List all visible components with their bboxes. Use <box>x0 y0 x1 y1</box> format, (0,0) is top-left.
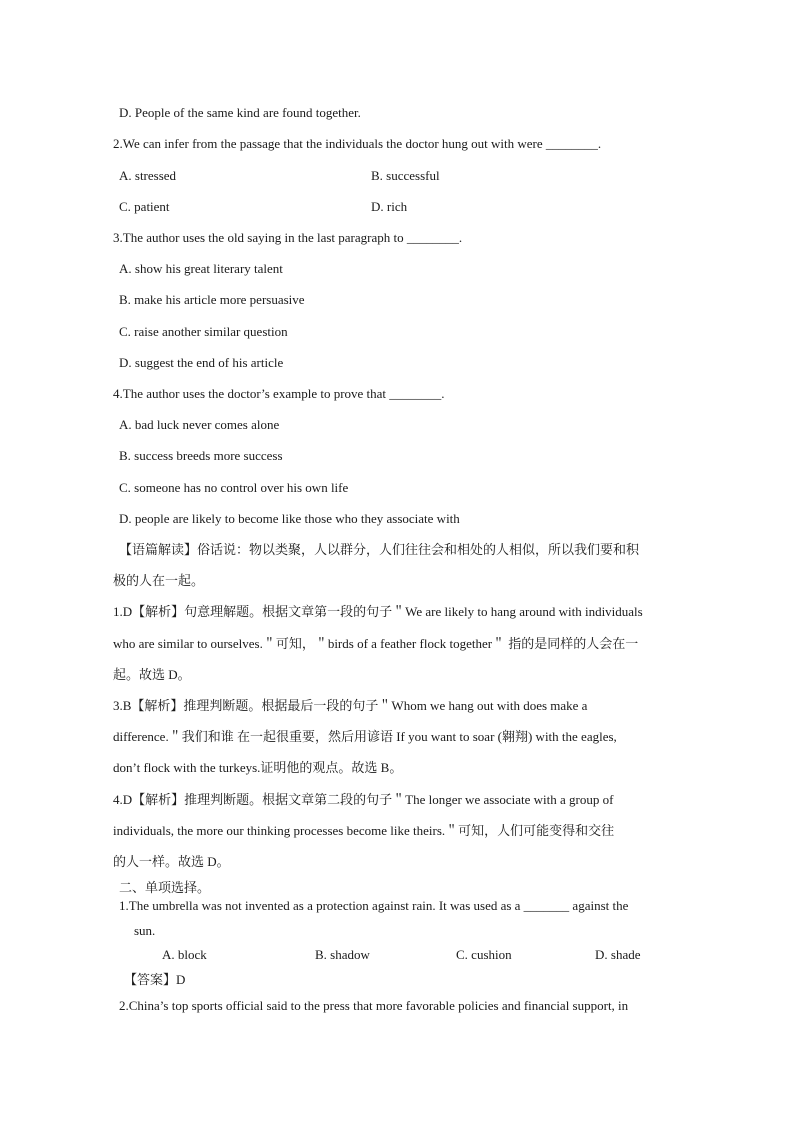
q4-option-d: D. people are likely to become like those who they associate with <box>119 511 460 526</box>
answer-1-line-1: 1.D【解析】句意理解题。根据文章第一段的句子＂We are likely to hang around with individuals <box>113 604 643 619</box>
answer-3-line-3: don’t flock with the turkeys.证明他的观点。故选 B。 <box>113 760 403 775</box>
answer-1-line-2: who are similar to ourselves.＂可知，＂birds of a feather flock together＂ 指的是同样的人会在一 <box>113 636 639 651</box>
section-2-heading: 二、单项选择。 <box>119 880 211 895</box>
answer-3-line-2: difference.＂我们和谁 在一起很重要，然后用谚语 If you want to soar (翱翔) with the eagles, <box>113 729 617 744</box>
question-3-stem: 3.The author uses the old saying in the last paragraph to ________. <box>113 230 463 245</box>
s2-question-1-options <box>0 947 794 963</box>
answer-4-line-3: 的人一样。故选 D。 <box>113 854 230 869</box>
q2-option-b: B. successful <box>371 168 440 183</box>
passage-summary-line-1: 【语篇解读】俗话说：物以类聚，人以群分，人们往往会和相处的人相似，所以我们要和积 <box>119 542 640 557</box>
answer-4-line-1: 4.D【解析】推理判断题。根据文章第二段的句子＂The longer we associate with a group of <box>113 792 614 807</box>
q4-option-b: B. success breeds more success <box>119 448 283 463</box>
question-2-options-row-1 <box>0 168 794 184</box>
q3-option-b: B. make his article more persuasive <box>119 292 305 307</box>
q3-option-d: D. suggest the end of his article <box>119 355 284 370</box>
question-4-stem: 4.The author uses the doctor’s example to prove that ________. <box>113 386 445 401</box>
q2-option-c: C. patient <box>119 199 170 214</box>
answer-3-line-1: 3.B【解析】推理判断题。根据最后一段的句子＂Whom we hang out with does make a <box>113 698 588 713</box>
s2-q1-option-a: A. block <box>162 947 207 962</box>
answer-4-line-2: individuals, the more our thinking processes become like theirs.＂可知，人们可能变得和交往 <box>113 823 615 838</box>
passage-summary-line-2: 极的人在一起。 <box>113 573 205 588</box>
s2-question-1-answer: 【答案】D <box>124 972 186 987</box>
answer-1-line-3: 起。故选 D。 <box>113 667 191 682</box>
s2-q1-option-c: C. cushion <box>456 947 512 962</box>
s2-q1-option-d: D. shade <box>595 947 641 962</box>
q4-option-a: A. bad luck never comes alone <box>119 417 280 432</box>
s2-q1-option-b: B. shadow <box>315 947 370 962</box>
question-2-options-row-2 <box>0 199 794 215</box>
q2-option-d: D. rich <box>371 199 408 214</box>
s2-question-2-line-1: 2.China’s top sports official said to the press that more favorable policies and financial support, in <box>119 998 629 1013</box>
q1-option-d: D. People of the same kind are found together. <box>119 105 361 120</box>
q3-option-a: A. show his great literary talent <box>119 261 283 276</box>
s2-question-1-line-2: sun. <box>134 923 156 938</box>
q4-option-c: C. someone has no control over his own life <box>119 480 349 495</box>
question-2-stem: 2.We can infer from the passage that the individuals the doctor hung out with were ________. <box>113 136 602 151</box>
s2-question-1-line-1: 1.The umbrella was not invented as a protection against rain. It was used as a _______ against the <box>119 898 629 913</box>
q3-option-c: C. raise another similar question <box>119 324 288 339</box>
q2-option-a: A. stressed <box>119 168 177 183</box>
